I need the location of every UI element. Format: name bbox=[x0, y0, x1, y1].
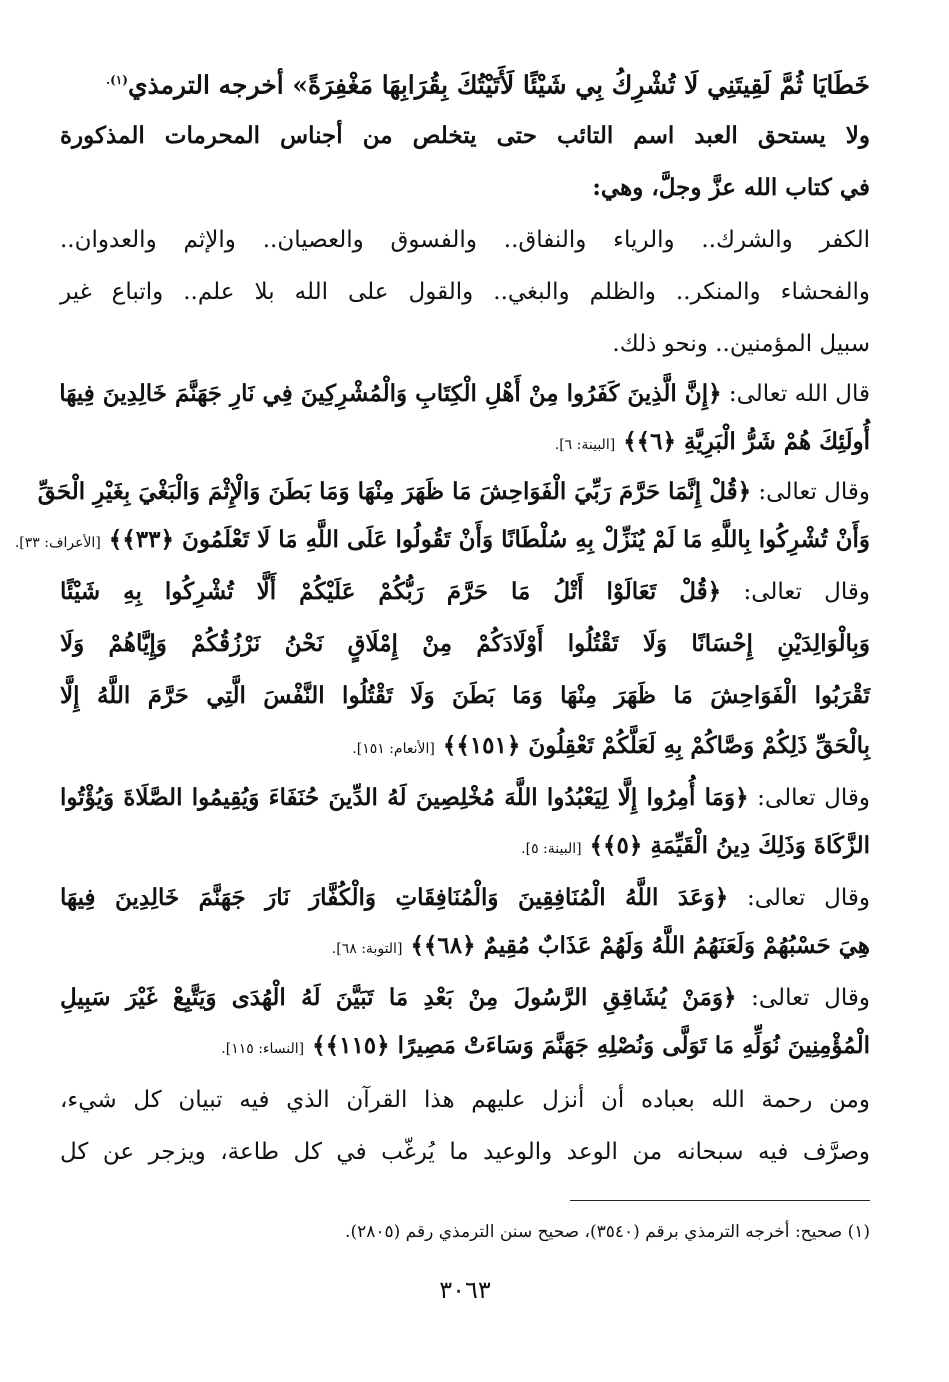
verse-line bbox=[37, 472, 870, 512]
verse-line: تَقْرَبُوا الْفَوَاحِشَ مَا ظَهَرَ مِنْهَا وَمَا بَطَنَ وَلَا تَقْتُلُوا النَّفْسَ الَّتِي حَرَّمَ اللَّهُ إِلَّا bbox=[60, 682, 870, 709]
verse-reference: [الأنعام: ١٥١]. bbox=[352, 741, 435, 757]
verse-intro: وقال تعالى: bbox=[757, 785, 870, 811]
verse-line: وَأَنْ تُشْرِكُوا بِاللَّهِ مَا لَمْ يُنَزِّلْ بِهِ سُلْطَانًا وَأَنْ تَقُولُوا عَلَى اللَّهِ مَا لَا تَعْلَمُونَ ﴿٣٣﴾﴾ [الأعراف: ٣٣]. bbox=[14, 526, 870, 553]
text-line: والفحشاء والمنكر.. والظلم والبغي.. والقول على الله بلا علم.. واتباع غير bbox=[60, 279, 870, 305]
verse-intro: وقال تعالى: bbox=[743, 579, 870, 605]
verse-line bbox=[60, 572, 870, 612]
verse-text: ﴿قُلْ تَعَالَوْا أَتْلُ مَا حَرَّمَ رَبُّكُمْ عَلَيْكُمْ أَلَّا تُشْرِكُوا بِهِ شَيْئًا bbox=[60, 578, 722, 605]
verse-text: ﴿قُلْ إِنَّمَا حَرَّمَ رَبِّيَ الْفَوَاحِشَ مَا ظَهَرَ مِنْهَا وَمَا بَطَنَ وَالْإِثْمَ وَالْبَغْيَ بِغَيْرِ الْحَقِّ bbox=[37, 478, 752, 505]
verse-text: ﴿إِنَّ الَّذِينَ كَفَرُوا مِنْ أَهْلِ الْكِتَابِ وَالْمُشْرِكِينَ فِي نَارِ جَهَنَّمَ خَالِدِينَ فِيهَا bbox=[59, 380, 722, 407]
verse-intro: وقال تعالى: bbox=[747, 885, 871, 911]
text-line: الكفر والشرك.. والرياء والنفاق.. والفسوق والعصيان.. والإثم والعدوان.. bbox=[60, 227, 870, 253]
text-line: ومن رحمة الله بعباده أن أنزل عليهم هذا القرآن الذي فيه تبيان كل شيء، bbox=[60, 1087, 870, 1113]
text-line: ولا يستحق العبد اسم التائب حتى يتخلص من أجناس المحرمات المذكورة bbox=[60, 122, 870, 149]
verse-line: أُولَئِكَ هُمْ شَرُّ الْبَرِيَّةِ ﴿٦﴾﴾ [البينة: ٦]. bbox=[554, 428, 870, 455]
verse-line: الْمُؤْمِنِينَ نُوَلِّهِ مَا تَوَلَّى وَنُصْلِهِ جَهَنَّمَ وَسَاءَتْ مَصِيرًا ﴿١١٥﴾﴾ [النساء: ١١٥]. bbox=[221, 1032, 870, 1059]
text-line: وصرَّف فيه سبحانه من الوعد والوعيد ما يُرغّب في كل طاعة، ويزجر عن كل bbox=[60, 1139, 870, 1165]
hadith-line: خَطَايَا ثُمَّ لَقِيتَنِي لَا تُشْرِكُ بِي شَيْئًا لَأَتَيْتُكَ بِقُرَابِهَا مَغْفِرَةً» أخرجه الترمذي$^{(١).}$ bbox=[105, 70, 870, 100]
verse-line: وَبِالْوَالِدَيْنِ إِحْسَانًا وَلَا تَقْتُلُوا أَوْلَادَكُمْ مِنْ إِمْلَاقٍ نَحْنُ نَرْزُقُكُمْ وَإِيَّاهُمْ وَلَا bbox=[60, 630, 870, 657]
footnote-separator bbox=[570, 1200, 870, 1201]
book-page bbox=[14, 40, 871, 1360]
verse-line bbox=[60, 778, 870, 818]
verse-reference: [التوبة: ٦٨]. bbox=[331, 941, 403, 957]
footnote: (١) صحيح: أخرجه الترمذي برقم (٣٥٤٠)، صحيح سنن الترمذي رقم (٢٨٠٥). bbox=[345, 1222, 870, 1242]
verse-reference: [الأعراف: ٣٣]. bbox=[14, 535, 101, 551]
text-line: في كتاب الله عزَّ وجلَّ، وهي: bbox=[592, 174, 870, 201]
verse-text: ﴿وَمَا أُمِرُوا إِلَّا لِيَعْبُدُوا اللَّهَ مُخْلِصِينَ لَهُ الدِّينَ حُنَفَاءَ وَيُقِيمُوا الصَّلَاةَ وَيُؤْتُوا bbox=[60, 784, 749, 811]
text-line: سبيل المؤمنين.. ونحو ذلك. bbox=[612, 331, 870, 357]
page-number: ٣٠٦٣ bbox=[439, 1276, 491, 1304]
verse-line: الزَّكَاةَ وَذَلِكَ دِينُ الْقَيِّمَةِ ﴿٥﴾﴾ [البينة: ٥]. bbox=[521, 832, 870, 859]
verse-reference: [النساء: ١١٥]. bbox=[221, 1041, 305, 1057]
verse-intro: قال الله تعالى: bbox=[728, 381, 870, 407]
verse-intro: وقال تعالى: bbox=[758, 479, 870, 505]
footnote-marker: (١). bbox=[105, 73, 128, 87]
verse-text: ﴿وَمَنْ يُشَاقِقِ الرَّسُولَ مِنْ بَعْدِ مَا تَبَيَّنَ لَهُ الْهُدَى وَيَتَّبِعْ غَيْرَ سَبِيلِ bbox=[60, 984, 737, 1011]
verse-line bbox=[60, 374, 870, 414]
verse-intro: وقال تعالى: bbox=[751, 985, 870, 1011]
verse-text: ﴿وَعَدَ اللَّهُ الْمُنَافِقِينَ وَالْمُنَافِقَاتِ وَالْكُفَّارَ نَارَ جَهَنَّمَ خَالِدِينَ فِيهَا bbox=[60, 884, 729, 911]
verse-reference: [البينة: ٥]. bbox=[521, 841, 582, 857]
verse-reference: [البينة: ٦]. bbox=[554, 437, 616, 453]
verse-line bbox=[60, 978, 870, 1018]
verse-line: بِالْحَقِّ ذَلِكُمْ وَصَّاكُمْ بِهِ لَعَلَّكُمْ تَعْقِلُونَ ﴿١٥١﴾﴾ [الأنعام: ١٥١]. bbox=[352, 732, 870, 759]
verse-line bbox=[60, 878, 870, 918]
verse-line: هِيَ حَسْبُهُمْ وَلَعَنَهُمُ اللَّهُ وَلَهُمْ عَذَابٌ مُقِيمٌ ﴿٦٨﴾﴾ [التوبة: ٦٨]. bbox=[331, 932, 870, 959]
